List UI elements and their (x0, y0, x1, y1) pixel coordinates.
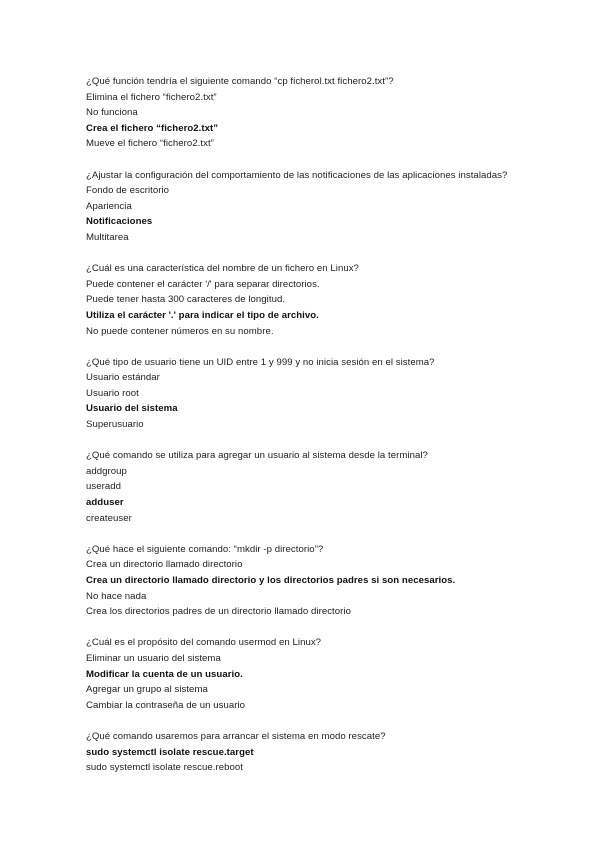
answer-option: useradd (86, 481, 122, 493)
answer-option: No hace nada (86, 590, 147, 602)
answer-option: Puede contener el carácter '/' para separar directorios. (86, 278, 320, 290)
answer-option: Agregar un grupo al sistema (86, 684, 208, 696)
question-text: ¿Qué función tendría el siguiente comando “cp ficherol.txt fichero2.txt”? (86, 76, 394, 87)
question-block-1 (86, 74, 560, 152)
answer-option: Eliminar un usuario del sistema (86, 652, 221, 664)
answer-option: Elimina el fichero “fichero2.txt” (86, 91, 217, 103)
answer-option: Crea los directorios padres de un directorio llamado directorio (86, 606, 351, 618)
correct-answer-option: adduser (86, 497, 124, 509)
answer-option: Usuario root (86, 387, 139, 399)
correct-answer-option: Modificar la cuenta de un usuario. (86, 668, 243, 680)
question-text: ¿Cuál es el propósito del comando usermod en Linux? (86, 637, 322, 649)
question-block-4 (86, 355, 560, 433)
question-text: ¿Qué tipo de usuario tiene un UID entre 1 y 999 y no inicia sesión en el sistema? (86, 356, 435, 368)
question-text: ¿Qué comando se utiliza para agregar un usuario al sistema desde la terminal? (86, 450, 428, 462)
question-text: ¿Ajustar la configuración del comportamiento de las notificaciones de las aplicaciones instaladas? (86, 169, 508, 181)
question-text: ¿Qué comando usaremos para arrancar el sistema en modo rescate? (86, 730, 386, 742)
correct-answer-option: Utiliza el carácter '.' para indicar el tipo de archivo. (86, 309, 319, 321)
question-block-3 (86, 261, 560, 339)
answer-option: Multitarea (86, 231, 129, 243)
answer-option: Puede tener hasta 300 caracteres de longitud. (86, 294, 286, 306)
answer-option: sudo systemctl isolate rescue.reboot (86, 762, 243, 774)
question-block-5 (86, 448, 560, 526)
correct-answer-option: Crea el fichero “fichero2.txt” (86, 122, 219, 134)
answer-option: No puede contener números en su nombre. (86, 325, 274, 337)
answer-option: Cambiar la contraseña de un usuario (86, 699, 246, 711)
answer-option: Usuario estándar (86, 372, 160, 384)
answer-option: Mueve el fichero “fichero2.txt” (86, 138, 214, 150)
answer-option: Superusuario (86, 419, 144, 431)
question-block-8 (86, 729, 560, 776)
answer-option: createuser (86, 512, 132, 524)
answer-option: Fondo de escritorio (86, 185, 170, 197)
answer-option: Apariencia (86, 200, 132, 212)
question-block-2 (86, 168, 560, 246)
answer-option: No funciona (86, 107, 138, 119)
correct-answer-option: sudo systemctl isolate rescue.target (86, 746, 254, 758)
correct-answer-option: Crea un directorio llamado directorio y los directorios padres si son necesarios. (86, 575, 456, 586)
question-text: ¿Qué hace el siguiente comando: “mkdir -p directorio”? (86, 543, 324, 555)
correct-answer-option: Usuario del sistema (86, 403, 178, 415)
question-block-7 (86, 635, 560, 713)
question-text: ¿Cuál es una característica del nombre de un fichero en Linux? (86, 263, 359, 275)
correct-answer-option: Notificaciones (86, 216, 153, 228)
answer-option: addgroup (86, 465, 127, 477)
question-block-6 (86, 542, 560, 620)
answer-option: Crea un directorio llamado directorio (86, 559, 243, 571)
